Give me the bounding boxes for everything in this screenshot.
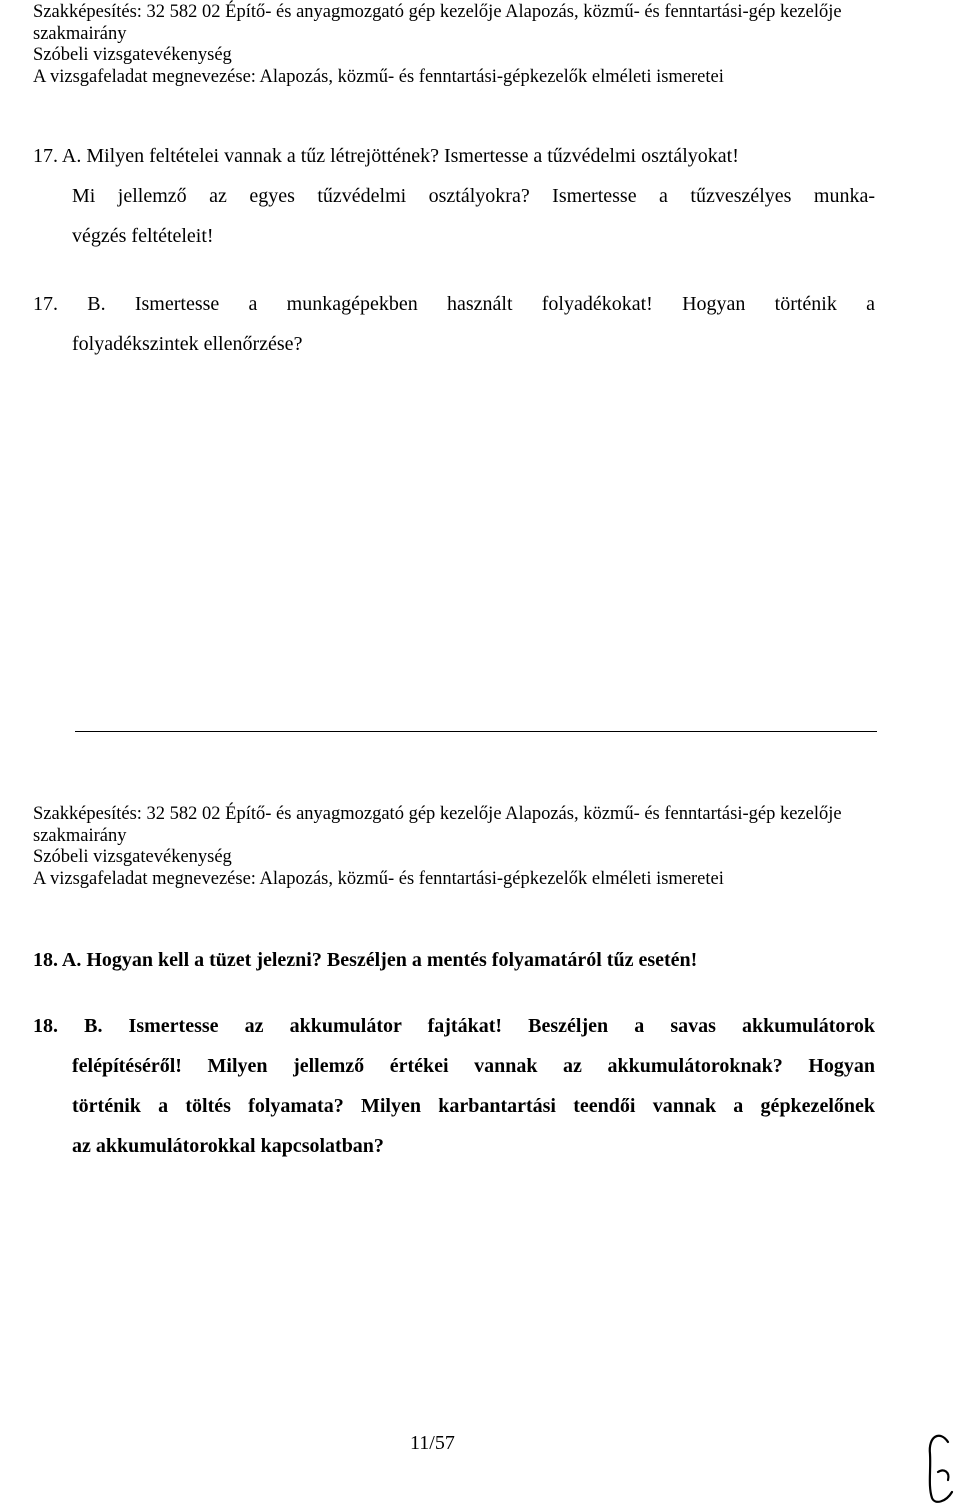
question-18b-line: az akkumulátorokkal kapcsolatban?: [72, 1135, 384, 1157]
question-18a: [33, 940, 875, 980]
header-task-name: A vizsgafeladat megnevezése: Alapozás, közmű- és fenntartási-gépkezelők elméleti ismeretei: [33, 868, 724, 889]
header-exam-type: Szóbeli vizsgatevékenység: [33, 45, 232, 65]
question-18b-line: felépítéséről! Milyen jellemző értékei vannak az akkumulátoroknak? Hogyan: [72, 1055, 875, 1077]
question-17a-line: 17. A. Milyen feltételei vannak a tűz létrejöttének? Ismertesse a tűzvédelmi osztályokat!: [33, 145, 739, 167]
page-divider: [75, 731, 877, 732]
question-17a-line: végzés feltételeit!: [72, 225, 214, 247]
question-17b-line: folyadékszintek ellenőrzése?: [72, 333, 303, 355]
question-18b: [33, 1006, 875, 1166]
page-number: 11/57: [410, 1432, 455, 1454]
header-specialization: szakmairány: [33, 23, 127, 44]
page-header: [33, 804, 842, 890]
question-17b: [33, 284, 875, 364]
question-18b-line: 18. B. Ismertesse az akkumulátor fajtákat! Beszéljen a savas akkumulátorok: [33, 1015, 875, 1037]
page-header: [33, 2, 842, 88]
question-17a: [33, 136, 875, 256]
header-specialization: szakmairány: [33, 825, 127, 846]
question-18a-line: 18. A. Hogyan kell a tüzet jelezni? Beszéljen a mentés folyamatáról tűz esetén!: [33, 949, 698, 971]
question-17b-line: 17. B. Ismertesse a munkagépekben használt folyadékokat! Hogyan történik a: [33, 293, 875, 315]
header-task-name: A vizsgafeladat megnevezése: Alapozás, közmű- és fenntartási-gépkezelők elméleti ismeretei: [33, 66, 724, 87]
signature-mark: [918, 1428, 960, 1506]
header-qualification: Szakképesítés: 32 582 02 Építő- és anyagmozgató gép kezelője Alapozás, közmű- és fenntartási-gép kezelője: [33, 804, 842, 824]
header-exam-type: Szóbeli vizsgatevékenység: [33, 847, 232, 867]
question-17a-line: Mi jellemző az egyes tűzvédelmi osztályokra? Ismertesse a tűzveszélyes munka-: [72, 185, 875, 207]
header-qualification: Szakképesítés: 32 582 02 Építő- és anyagmozgató gép kezelője Alapozás, közmű- és fenntartási-gép kezelője: [33, 2, 842, 22]
question-18b-line: történik a töltés folyamata? Milyen karbantartási teendői vannak a gépkezelőnek: [72, 1095, 875, 1117]
